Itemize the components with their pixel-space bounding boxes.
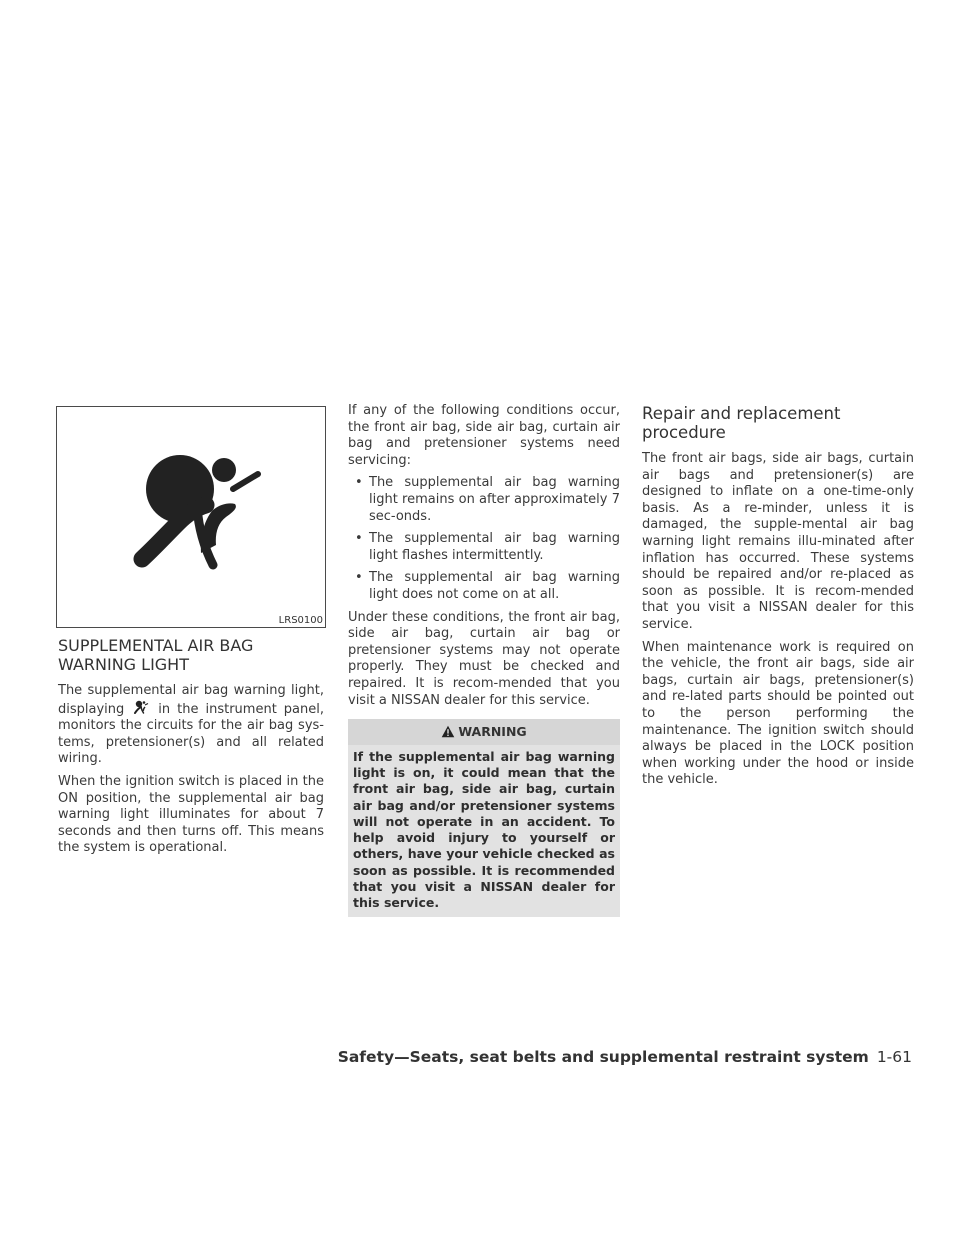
paragraph: When the ignition switch is placed in the ON position, the supplemental air bag warning light illuminates for about 7 seconds and then turns off. This means the system is operational.	[58, 773, 324, 856]
airbag-warning-icon	[133, 700, 149, 714]
page-footer	[338, 1048, 912, 1066]
paragraph: If any of the following conditions occur, the front air bag, side air bag, curtain air bag and pretensioner systems need servicing:	[348, 403, 620, 468]
airbag-warning-icon	[57, 407, 325, 627]
paragraph: When maintenance work is required on the vehicle, the front air bags, side air bags, curtain air bags, pretensioner(s) and re-lated parts should be pointed out to the person performing the maintenance. The ignition switch should always be placed in the LOCK position when working under the hood or inside the vehicle.	[642, 639, 914, 788]
airbag-illustration	[56, 406, 326, 628]
page-number: 1-61	[876, 1048, 912, 1066]
list-item: • The supplemental air bag warning light flashes intermittently.	[355, 531, 620, 563]
middle-column	[348, 403, 620, 917]
paragraph: The front air bags, side air bags, curtain air bags and pretensioner(s) are designed to inflate on a one-time-only basis. As a re-minder, unless it is damaged, the supple-mental air bag warning light remains illu-minated after inflation has occurred. These systems should be repaired and/or re-placed as soon as possible. It is recom-mended that you visit a NISSAN dealer for this service.	[642, 451, 914, 632]
section-heading: SUPPLEMENTAL AIR BAG WARNING LIGHT	[58, 636, 254, 674]
left-column	[58, 636, 324, 863]
chapter-title: Safety—Seats, seat belts and supplemental restraint system	[337, 1048, 869, 1066]
warning-header: WARNING	[348, 719, 620, 745]
paragraph: Under these conditions, the front air bag, side air bag, curtain air bag or pretensioner systems may not operate properly. They must be checked and repaired. It is recom-mended that you visit a NISSAN dealer for this service.	[348, 609, 620, 708]
paragraph: The supplemental air bag warning light, displaying in the instrument panel, monitors the circuits for the air bag sys-tems, pretensioner(s) and all related wiring.	[58, 683, 324, 767]
figure-code: LRS0100	[278, 615, 323, 626]
list-item: • The supplemental air bag warning light does not come on at all.	[355, 570, 620, 602]
list-item: • The supplemental air bag warning light remains on after approximately 7 sec-onds.	[355, 475, 620, 524]
warning-text: If the supplemental air bag warning light is on, it could mean that the front air bag, side air bag, curtain air bag and/or pretensioner systems will not operate in an accident. To help avoid injury to yourself or others, have your vehicle checked as soon as possible. It is recommended that you visit a NISSAN dealer for this service.	[353, 748, 615, 911]
right-column	[642, 404, 914, 795]
subsection-heading: Repair and replacement procedure	[642, 404, 841, 442]
warning-triangle-icon	[441, 725, 455, 738]
warning-box	[348, 719, 620, 917]
condition-list	[348, 475, 620, 603]
